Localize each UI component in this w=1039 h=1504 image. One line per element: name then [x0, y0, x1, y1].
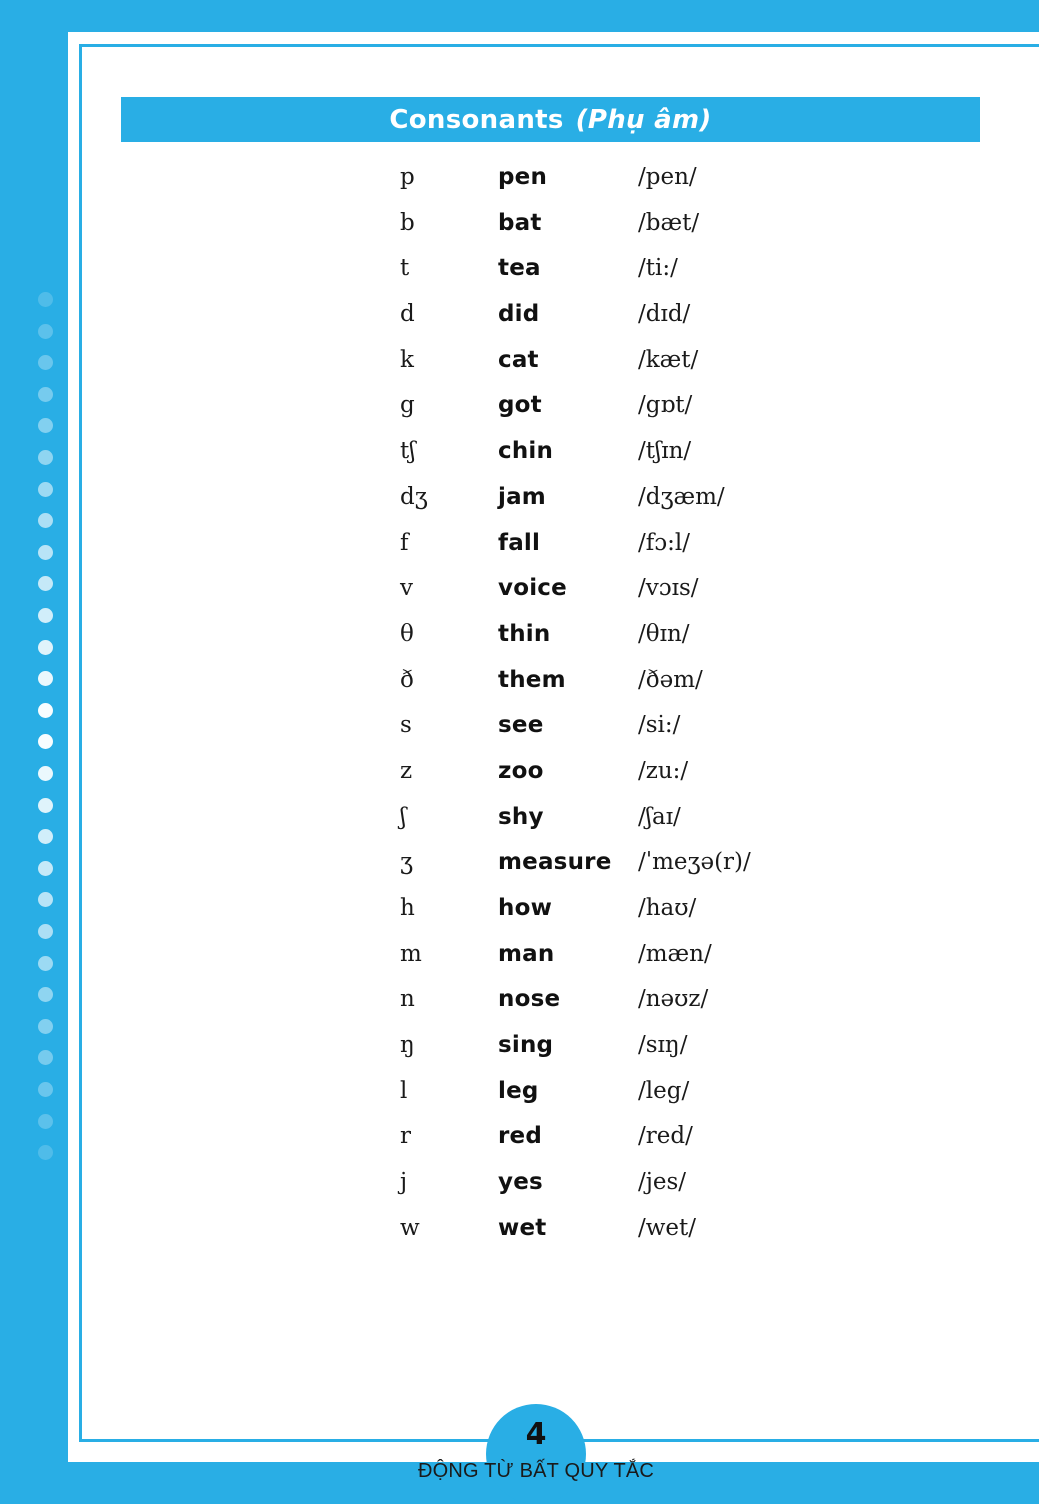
example-word: leg — [498, 1077, 539, 1104]
section-header — [121, 97, 980, 142]
binding-dots — [38, 292, 54, 1202]
example-word: cat — [498, 346, 539, 373]
table-row — [400, 430, 820, 476]
binding-dot — [38, 924, 53, 939]
page-number: 4 — [525, 1417, 547, 1452]
table-row — [400, 1070, 820, 1116]
table-row — [400, 841, 820, 887]
example-word: shy — [498, 803, 544, 830]
table-row — [400, 1207, 820, 1253]
ipa-transcription: /jes/ — [638, 1169, 687, 1196]
example-word: voice — [498, 575, 567, 602]
example-word: wet — [498, 1214, 547, 1241]
binding-dot — [38, 324, 53, 339]
phoneme-symbol: p — [400, 164, 415, 190]
table-row — [400, 247, 820, 293]
table-row — [400, 476, 820, 522]
binding-dot — [38, 482, 53, 497]
binding-dot — [38, 1082, 53, 1097]
ipa-transcription: /ˈmeʒə(r)/ — [638, 849, 751, 876]
phoneme-symbol: θ — [400, 620, 414, 647]
phoneme-symbol: n — [400, 986, 415, 1013]
phoneme-symbol: m — [400, 940, 422, 967]
ipa-transcription: /dʒæm/ — [638, 483, 725, 510]
binding-dot — [38, 861, 53, 876]
ipa-transcription: /gɒt/ — [638, 392, 693, 419]
binding-dot — [38, 1145, 53, 1160]
book-title: ĐỘNG TỪ BẤT QUY TẮC — [417, 1460, 655, 1482]
phoneme-symbol: b — [400, 209, 415, 236]
ipa-transcription: /vɔɪs/ — [638, 575, 699, 602]
binding-dot — [38, 734, 53, 749]
example-word: got — [498, 392, 542, 419]
phoneme-symbol: z — [400, 757, 413, 784]
table-row — [400, 339, 820, 385]
section-subtitle: (Phụ âm) — [575, 105, 712, 135]
ipa-transcription: /pen/ — [638, 164, 697, 190]
ipa-transcription: /ti:/ — [638, 255, 678, 282]
example-word: chin — [498, 438, 554, 465]
binding-dot — [38, 1114, 53, 1129]
binding-dot — [38, 545, 53, 560]
phoneme-symbol: g — [400, 392, 415, 419]
ipa-transcription: /nəʊz/ — [638, 986, 709, 1013]
phoneme-symbol: dʒ — [400, 483, 428, 510]
table-row — [400, 1115, 820, 1161]
phoneme-symbol: t — [400, 255, 410, 282]
binding-dot — [38, 387, 53, 402]
ipa-transcription: /mæn/ — [638, 940, 712, 967]
example-word: how — [498, 895, 553, 921]
phoneme-symbol: ð — [400, 666, 414, 693]
binding-dot — [38, 798, 53, 813]
ipa-transcription: /red/ — [638, 1123, 693, 1150]
phoneme-symbol: h — [400, 895, 415, 921]
table-row — [400, 1024, 820, 1070]
phoneme-symbol: v — [400, 575, 413, 602]
example-word: red — [498, 1123, 543, 1150]
section-title: Consonants — [389, 105, 564, 135]
page-number-badge — [486, 1404, 586, 1504]
table-row — [400, 659, 820, 705]
table-row — [400, 384, 820, 430]
phoneme-symbol: r — [400, 1123, 411, 1150]
phoneme-symbol: s — [400, 712, 412, 739]
binding-dot — [38, 418, 53, 433]
table-row — [400, 1161, 820, 1207]
ipa-transcription: /bæt/ — [638, 209, 700, 236]
table-row — [400, 567, 820, 613]
binding-dot — [38, 766, 53, 781]
table-row — [400, 613, 820, 659]
binding-dot — [38, 703, 53, 718]
ipa-transcription: /si:/ — [638, 712, 681, 739]
ipa-transcription: /wet/ — [638, 1214, 697, 1241]
ipa-transcription: /sɪŋ/ — [638, 1032, 688, 1059]
binding-dot — [38, 608, 53, 623]
phoneme-symbol: tʃ — [400, 438, 416, 465]
phoneme-symbol: k — [400, 346, 414, 373]
ipa-transcription: /ðəm/ — [638, 666, 703, 693]
phoneme-symbol: f — [400, 529, 409, 556]
ipa-transcription: /ʃaɪ/ — [638, 803, 681, 830]
binding-dot — [38, 987, 53, 1002]
binding-dot — [38, 513, 53, 528]
table-row — [400, 522, 820, 568]
ipa-transcription: /zu:/ — [638, 757, 689, 784]
table-row — [400, 750, 820, 796]
ipa-transcription: /tʃɪn/ — [638, 438, 692, 465]
table-row — [400, 978, 820, 1024]
table-row — [400, 293, 820, 339]
ipa-transcription: /kæt/ — [638, 346, 699, 373]
table-row — [400, 887, 820, 933]
table-row — [400, 796, 820, 842]
example-word: fall — [498, 529, 541, 556]
binding-dot — [38, 450, 53, 465]
ipa-transcription: /haʊ/ — [638, 895, 697, 921]
example-word: man — [498, 940, 555, 967]
example-word: nose — [498, 986, 561, 1013]
example-word: did — [498, 301, 540, 328]
binding-dot — [38, 829, 53, 844]
example-word: pen — [498, 164, 548, 190]
binding-dot — [38, 956, 53, 971]
phoneme-symbol: ŋ — [400, 1032, 415, 1059]
table-row — [400, 704, 820, 750]
example-word: them — [498, 666, 566, 693]
phoneme-symbol: ʒ — [400, 849, 413, 876]
table-row — [400, 933, 820, 979]
phoneme-symbol: d — [400, 301, 415, 328]
example-word: jam — [498, 483, 546, 510]
binding-dot — [38, 1050, 53, 1065]
binding-dot — [38, 576, 53, 591]
example-word: measure — [498, 849, 612, 876]
ipa-transcription: /dɪd/ — [638, 301, 691, 328]
phoneme-symbol: ʃ — [400, 803, 407, 830]
example-word: sing — [498, 1032, 554, 1059]
binding-dot — [38, 1019, 53, 1034]
table-row — [400, 156, 820, 202]
ipa-transcription: /leg/ — [638, 1077, 690, 1104]
binding-dot — [38, 671, 53, 686]
phoneme-symbol: l — [400, 1077, 408, 1104]
binding-dot — [38, 355, 53, 370]
example-word: thin — [498, 620, 551, 647]
binding-dot — [38, 892, 53, 907]
phoneme-symbol: j — [400, 1169, 408, 1196]
table-row — [400, 202, 820, 248]
phoneme-symbol: w — [400, 1214, 420, 1241]
example-word: tea — [498, 255, 541, 282]
ipa-transcription: /fɔ:l/ — [638, 529, 690, 556]
example-word: zoo — [498, 757, 544, 784]
binding-dot — [38, 292, 53, 307]
binding-dot — [38, 640, 53, 655]
consonant-table — [400, 156, 820, 1253]
ipa-transcription: /θɪn/ — [638, 620, 690, 647]
example-word: see — [498, 712, 544, 739]
example-word: yes — [498, 1169, 543, 1196]
example-word: bat — [498, 209, 542, 236]
